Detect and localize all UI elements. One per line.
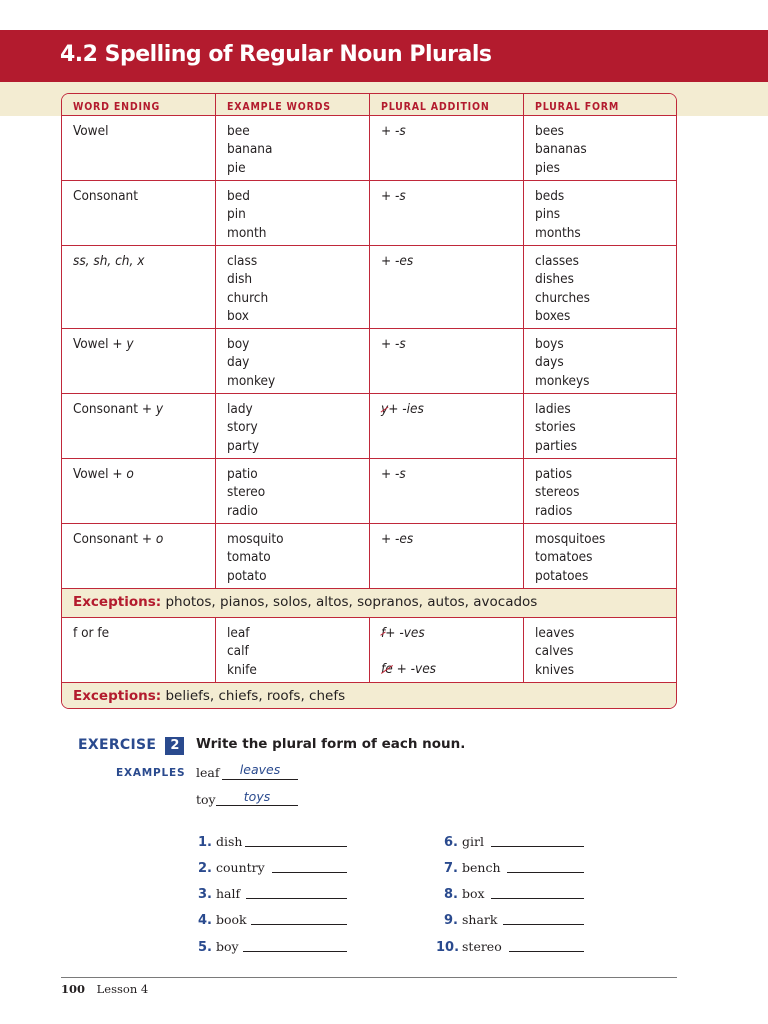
- page-footer: [61, 982, 148, 996]
- example-words-cell: boy day monkey: [216, 329, 370, 393]
- examples-label: EXAMPLES: [116, 767, 186, 779]
- item-noun: stereo: [462, 939, 502, 954]
- header-example-words: EXAMPLE WORDS: [216, 94, 370, 115]
- addition-suffix: + -ves: [392, 661, 437, 678]
- item-number: 6.: [444, 835, 458, 850]
- answer-input-line[interactable]: [251, 924, 347, 925]
- plural-form-cell: boys days monkeys: [535, 336, 590, 389]
- word-ending-cell: [62, 524, 216, 588]
- exceptions-label: Exceptions:: [73, 688, 162, 704]
- answer-input-line[interactable]: [272, 872, 347, 873]
- example-noun: toy: [196, 792, 216, 807]
- word-ending-cell: [62, 459, 216, 523]
- struck-letters: y: [381, 401, 389, 417]
- word-ending-letters: o: [126, 466, 134, 482]
- exercise-heading: [78, 734, 184, 755]
- exceptions-label: Exceptions:: [73, 594, 162, 610]
- exceptions-row-o: [62, 589, 677, 618]
- struck-letters: fe: [381, 661, 393, 678]
- addition-f: [381, 624, 523, 642]
- page-number: 100: [61, 982, 86, 996]
- table-row: [62, 181, 677, 246]
- exercise-number-badge: 2: [165, 737, 184, 755]
- addition-plus: +: [388, 401, 403, 417]
- example-words-cell: bee banana pie: [216, 116, 370, 180]
- exercise-instruction: Write the plural form of each noun.: [196, 736, 466, 752]
- addition-plus: +: [381, 466, 396, 482]
- item-number: 2.: [198, 861, 212, 876]
- addition-suffix: -s: [395, 188, 406, 204]
- item-number: 9.: [444, 913, 458, 928]
- answer-input-line[interactable]: [491, 846, 584, 847]
- exercise-item: [192, 834, 242, 850]
- plural-addition-cell: [370, 246, 524, 328]
- plural-addition-cell: [370, 394, 524, 458]
- lesson-label: Lesson 4: [96, 982, 149, 996]
- plural-form-cell: ladies stories parties: [535, 401, 578, 454]
- item-number: 5.: [198, 940, 212, 955]
- word-ending-cell: [62, 181, 216, 245]
- plural-addition-cell: [370, 181, 524, 245]
- example-words-cell: patio stereo radio: [216, 459, 370, 523]
- exceptions-row-f: [62, 683, 677, 709]
- example-answer-line: [222, 779, 298, 780]
- example-words-cell: class dish church box: [216, 246, 370, 328]
- answer-input-line[interactable]: [246, 898, 347, 899]
- plural-form-cell: bees bananas pies: [535, 123, 587, 176]
- addition-suffix: -es: [395, 253, 414, 269]
- table-row: [62, 116, 677, 181]
- item-number: 10.: [436, 940, 460, 955]
- answer-input-line[interactable]: [491, 898, 584, 899]
- plural-form-cell: mosquitoes tomatoes potatoes: [535, 531, 606, 584]
- exercise-item: [192, 912, 247, 928]
- item-noun: boy: [216, 939, 239, 954]
- table-row: [62, 524, 677, 589]
- answer-input-line[interactable]: [503, 924, 584, 925]
- item-noun: shark: [462, 912, 498, 927]
- item-noun: half: [216, 886, 241, 901]
- exceptions-text: photos, pianos, solos, altos, sopranos, autos, avocados: [165, 594, 538, 610]
- plural-addition-cell: [370, 329, 524, 393]
- word-ending-text: Consonant: [73, 188, 138, 204]
- word-ending-text: Vowel +: [73, 466, 127, 482]
- plurals-table: [61, 93, 677, 709]
- plural-form-cell: leaves calves knives: [535, 625, 575, 678]
- item-noun: country: [216, 860, 265, 875]
- addition-suffix: -s: [395, 123, 406, 139]
- answer-input-line[interactable]: [243, 951, 347, 952]
- word-ending-text: Vowel +: [73, 336, 127, 352]
- word-ending-cell: f or fe: [62, 618, 216, 682]
- answer-input-line[interactable]: [507, 872, 584, 873]
- item-number: 8.: [444, 887, 458, 902]
- addition-suffix: -s: [395, 466, 406, 482]
- example-item: [196, 765, 219, 780]
- word-ending-letters: y: [155, 401, 164, 417]
- word-ending-text: Consonant +: [73, 401, 156, 417]
- exercise-item: [192, 886, 240, 902]
- table-row: [62, 246, 677, 329]
- word-ending-text: Consonant +: [73, 531, 156, 547]
- exercise-item: [436, 939, 502, 955]
- header-plural-form: PLURAL FORM: [535, 101, 620, 113]
- header-word-ending: WORD ENDING: [62, 94, 216, 115]
- example-words-cell: leaf calf knife: [216, 618, 370, 682]
- example-noun: leaf: [196, 765, 220, 780]
- section-title: 4.2 Spelling of Regular Noun Plurals: [60, 42, 492, 67]
- exercise-item: [192, 860, 265, 876]
- word-ending-letters: y: [126, 336, 134, 352]
- word-ending-letters: ss, sh, ch, x: [73, 253, 145, 269]
- addition-suffix: -es: [395, 531, 414, 547]
- table-row: [62, 329, 677, 394]
- table-row-f-or-fe: [62, 618, 677, 683]
- addition-suffix: + -ves: [385, 625, 425, 641]
- section-title-bar: [0, 30, 768, 82]
- word-ending-cell: [62, 246, 216, 328]
- item-number: 1.: [198, 835, 212, 850]
- example-answer: toys: [243, 789, 271, 804]
- example-words-cell: lady story party: [216, 394, 370, 458]
- answer-input-line[interactable]: [509, 951, 584, 952]
- word-ending-cell: [62, 394, 216, 458]
- item-number: 4.: [198, 913, 212, 928]
- plural-addition-cell: [370, 116, 524, 180]
- example-item: [196, 792, 216, 807]
- table-row: [62, 394, 677, 459]
- struck-letters: f: [381, 625, 386, 641]
- item-noun: dish: [216, 834, 243, 849]
- exercise-item: [192, 939, 239, 955]
- addition-plus: +: [381, 336, 396, 352]
- example-answer-line: [216, 805, 298, 806]
- item-noun: bench: [462, 860, 501, 875]
- exercise-item: [436, 886, 485, 902]
- exercise-item: [436, 912, 497, 928]
- exceptions-text: beliefs, chiefs, roofs, chefs: [165, 688, 346, 704]
- answer-input-line[interactable]: [245, 846, 347, 847]
- plural-form-cell: classes dishes churches boxes: [535, 253, 590, 324]
- plural-addition-cell: [370, 459, 524, 523]
- addition-suffix: -s: [395, 336, 406, 352]
- addition-plus: +: [381, 531, 396, 547]
- table-row: [62, 459, 677, 524]
- word-ending-text: Vowel: [73, 123, 109, 139]
- item-noun: box: [462, 886, 485, 901]
- plural-form-cell: beds pins months: [535, 188, 581, 241]
- word-ending-letters: o: [155, 531, 164, 547]
- footer-rule: [61, 977, 677, 978]
- exercise-item: [436, 860, 501, 876]
- addition-plus: +: [381, 188, 396, 204]
- example-words-cell: bed pin month: [216, 181, 370, 245]
- item-number: 7.: [444, 861, 458, 876]
- word-ending-cell: [62, 329, 216, 393]
- example-answer: leaves: [239, 762, 281, 777]
- item-noun: book: [216, 912, 247, 927]
- example-words-cell: mosquito tomato potato: [216, 524, 370, 588]
- plural-addition-cell: [370, 524, 524, 588]
- word-ending-cell: [62, 116, 216, 180]
- addition-plus: +: [381, 123, 396, 139]
- exercise-item: [436, 834, 484, 850]
- addition-plus: +: [381, 253, 396, 269]
- addition-fe: [381, 660, 523, 678]
- item-number: 3.: [198, 887, 212, 902]
- exercise-label: EXERCISE: [78, 737, 157, 753]
- header-plural-addition: PLURAL ADDITION: [370, 94, 524, 115]
- addition-suffix: -ies: [402, 401, 424, 417]
- table-header-row: [62, 94, 677, 116]
- plural-addition-cell: [370, 618, 524, 682]
- plural-form-cell: patios stereos radios: [535, 466, 580, 519]
- item-noun: girl: [462, 834, 484, 849]
